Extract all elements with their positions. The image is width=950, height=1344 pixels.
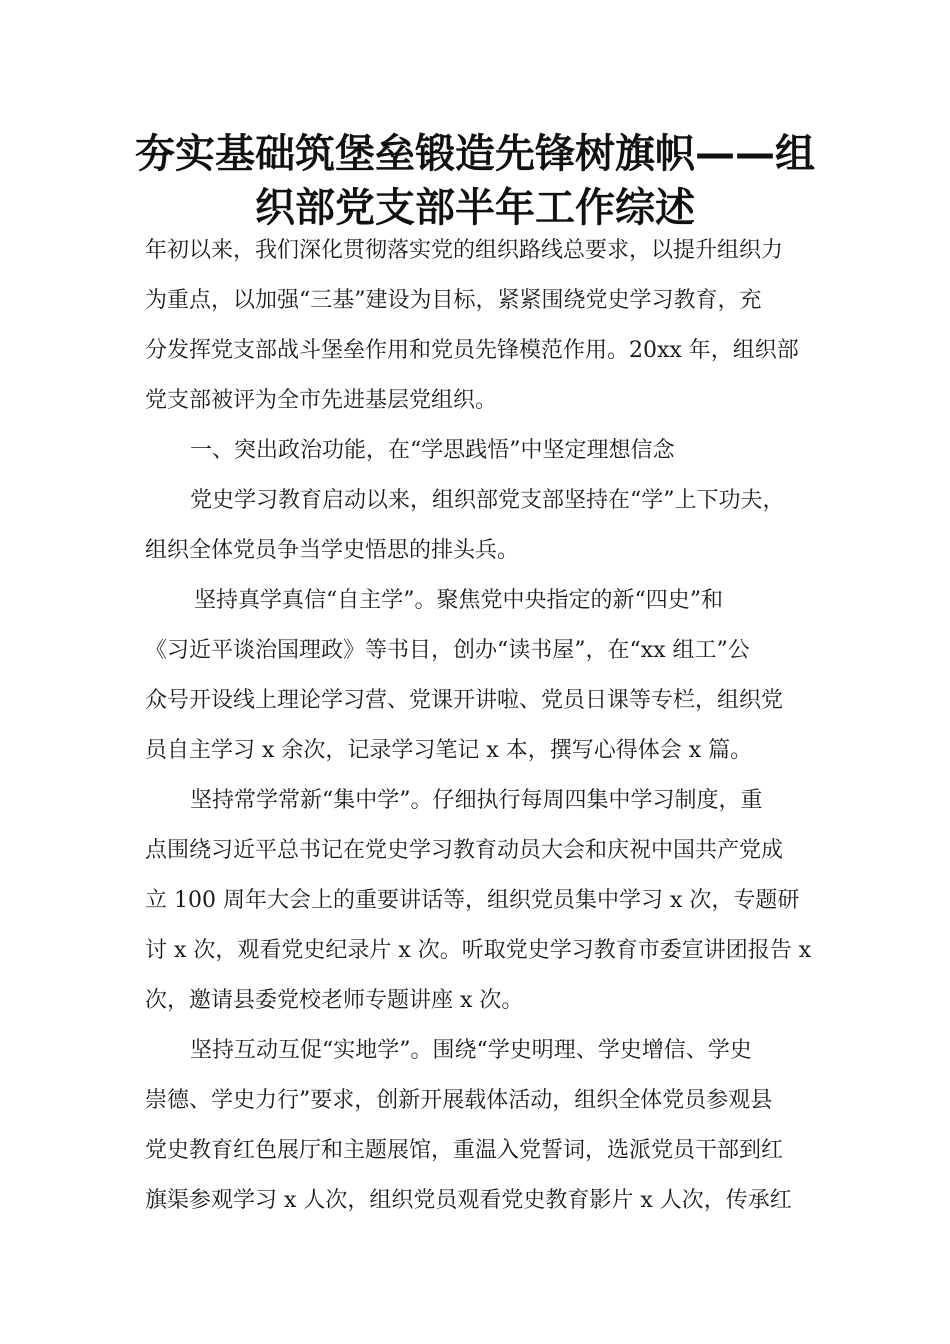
paragraph-line: 坚持互动互促“实地学”。围绕“学史明理、学史增信、学史	[190, 1038, 752, 1063]
paragraph-line: 坚持常学常新“集中学”。仔细执行每周四集中学习制度，重	[190, 788, 763, 813]
paragraph-line: 众号开设线上理论学习营、党课开讲啦、党员日课等专栏，组织党	[145, 688, 784, 713]
paragraph-line: 党支部被评为全市先进基层党组织。	[145, 388, 498, 413]
paragraph-line: 分发挥党支部战斗堡垒作用和党员先锋模范作用。20xx 年，组织部	[145, 338, 799, 363]
paragraph-line: 讨 x 次，观看党史纪录片 x 次。听取党史学习教育市委宣讲团报告 x	[145, 938, 812, 963]
paragraph-line: 组织全体党员争当学史悟思的排头兵。	[145, 538, 520, 563]
paragraph-line: 次，邀请县委党校老师专题讲座 x 次。	[145, 988, 524, 1013]
paragraph-line: 立 100 周年大会上的重要讲话等，组织党员集中学习 x 次，专题研	[145, 888, 800, 913]
paragraph-line: 旗渠参观学习 x 人次，组织党员观看党史教育影片 x 人次，传承红	[145, 1188, 792, 1213]
paragraph-line: 《习近平谈治国理政》等书目，创办“读书屋”，在“xx 组工”公	[145, 638, 750, 663]
paragraph-line: 崇德、学史力行”要求，创新开展载体活动，组织全体党员参观县	[145, 1088, 773, 1113]
paragraph-line: 员自主学习 x 余次，记录学习笔记 x 本，撰写心得体会 x 篇。	[145, 738, 753, 763]
paragraph-line: 年初以来，我们深化贯彻落实党的组织路线总要求，以提升组织力	[145, 238, 784, 263]
document-title-line-2: 织部党支部半年工作综述	[255, 185, 695, 231]
section-heading: 一、突出政治功能，在“学思践悟”中坚定理想信念	[190, 438, 675, 463]
paragraph-line: 党史学习教育启动以来，组织部党支部坚持在“学”上下功夫，	[190, 488, 785, 513]
paragraph-line: 点围绕习近平总书记在党史学习教育动员大会和庆祝中国共产党成	[145, 838, 784, 863]
paragraph-line: 为重点，以加强“三基”建设为目标，紧紧围绕党史学习教育，充	[145, 288, 762, 313]
paragraph-line: 坚持真学真信“自主学”。聚焦党中央指定的新“四史”和	[194, 588, 723, 613]
document-title-line-1: 夯实基础筑堡垒锻造先锋树旗帜——组	[135, 131, 815, 177]
paragraph-line: 党史教育红色展厅和主题展馆，重温入党誓词，选派党员干部到红	[145, 1138, 784, 1163]
